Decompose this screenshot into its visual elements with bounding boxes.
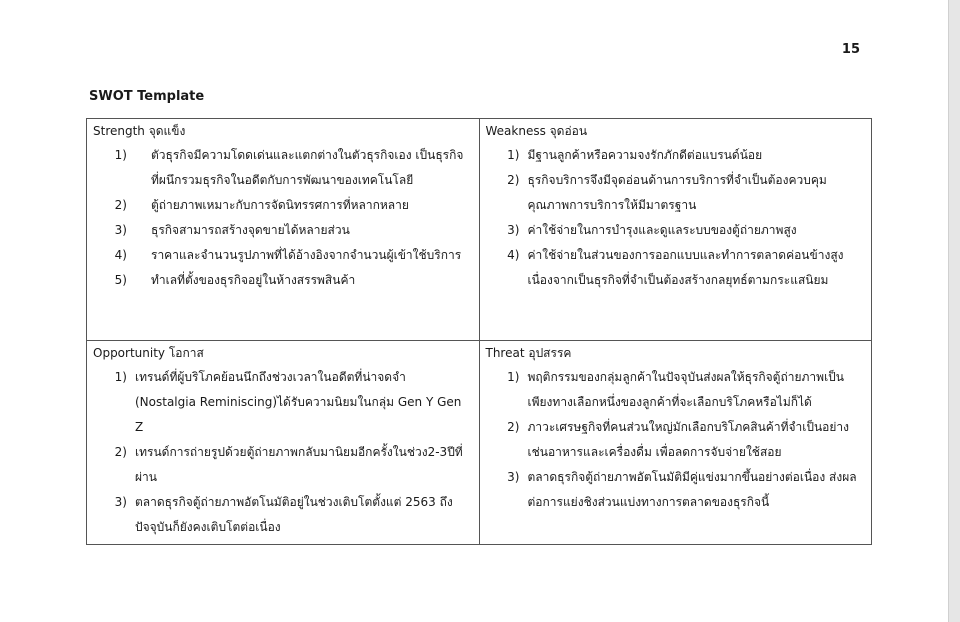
item-number: 2)	[114, 198, 127, 212]
list-item	[486, 243, 864, 293]
item-number: 3)	[507, 223, 520, 237]
list-item	[93, 243, 471, 268]
item-text: ตู้ถ่ายภาพเหมาะกับการจัดนิทรรศการที่หลากหลาย	[151, 198, 409, 212]
item-text: ทำเลที่ตั้งของธุรกิจอยู่ในห้างสรรพสินค้า	[151, 273, 356, 287]
list-item	[93, 143, 471, 193]
item-text: ตลาดธุรกิจตู้ถ่ายภาพอัตโนมัติอยู่ในช่วงเติบโตตั้งแต่ 2563 ถึงปัจจุบันก็ยังคงเติบโตต่อเนื่อง	[135, 495, 453, 534]
list-item	[93, 218, 471, 243]
item-text: ตลาดธุรกิจตู้ถ่ายภาพอัตโนมัติมีคู่แข่งมากขึ้นอย่างต่อเนื่อง ส่งผลต่อการแย่งชิงส่วนแบ่งทางการตลาดของธุรกิจนี้	[527, 470, 857, 509]
item-number: 2)	[114, 445, 127, 459]
list-item	[93, 490, 471, 540]
list-item	[93, 365, 471, 440]
document-title: SWOT Template	[89, 89, 205, 104]
item-text: ตัวธุรกิจมีความโดดเด่นและแตกต่างในตัวธุรกิจเอง เป็นธุรกิจที่ผนึกรวมธุรกิจในอดีตกับการพัฒนาของเทคโนโลยี	[151, 148, 464, 187]
item-number: 1)	[114, 148, 127, 162]
threat-header: Threat อุปสรรค	[485, 346, 572, 360]
item-number: 1)	[114, 370, 127, 384]
list-item	[486, 365, 864, 415]
list-item	[486, 415, 864, 465]
item-number: 1)	[507, 370, 520, 384]
list-item	[93, 440, 471, 490]
item-text: ค่าใช้จ่ายในส่วนของการออกแบบและทำการตลาดค่อนข้างสูงเนื่องจากเป็นธุรกิจที่จำเป็นต้องสร้างกลยุทธ์ตามกระแสนิยม	[527, 248, 844, 287]
strength-quadrant	[87, 119, 480, 341]
list-item	[486, 143, 864, 168]
item-text: ค่าใช้จ่ายในการบำรุงและดูแลระบบของตู้ถ่ายภาพสูง	[527, 223, 797, 237]
item-number: 4)	[114, 248, 127, 262]
item-text: เทรนด์การถ่ายรูปด้วยตู้ถ่ายภาพกลับมานิยมอีกครั้งในช่วง2-3ปีที่ผ่าน	[135, 445, 463, 484]
list-item	[486, 218, 864, 243]
item-number: 5)	[114, 273, 127, 287]
list-item	[93, 193, 471, 218]
threat-quadrant	[479, 341, 872, 545]
strength-header: Strength จุดแข็ง	[93, 124, 186, 138]
threat-list	[486, 365, 864, 515]
item-text: พฤติกรรมของกลุ่มลูกค้าในปัจจุบันส่งผลให้ธุรกิจตู้ถ่ายภาพเป็นเพียงทางเลือกหนึ่งของลูกค้าที่จะเลือกบริโภคหรือไม่ก็ได้	[527, 370, 844, 409]
item-number: 3)	[507, 470, 520, 484]
item-number: 2)	[507, 173, 520, 187]
item-text: ราคาและจำนวนรูปภาพที่ได้อ้างอิงจากจำนวนผู้เข้าใช้บริการ	[151, 248, 462, 262]
item-number: 3)	[114, 495, 127, 509]
item-text: ธุรกิจสามารถสร้างจุดขายได้หลายส่วน	[151, 223, 350, 237]
item-number: 2)	[507, 420, 520, 434]
page-number: 15	[841, 42, 860, 57]
item-text: ภาวะเศรษฐกิจที่คนส่วนใหญ่มักเลือกบริโภคสินค้าที่จำเป็นอย่างเช่นอาหารและเครื่องดื่ม เพื่อลดการจับจ่ายใช้สอย	[527, 420, 850, 459]
item-text: มีฐานลูกค้าหรือความจงรักภักดีต่อแบรนด์น้อย	[527, 148, 763, 162]
item-number: 4)	[507, 248, 520, 262]
opportunity-list	[93, 365, 471, 540]
list-item	[486, 465, 864, 515]
opportunity-quadrant	[87, 341, 480, 545]
weakness-list	[486, 143, 864, 293]
opportunity-header: Opportunity โอกาส	[93, 346, 204, 360]
weakness-quadrant	[479, 119, 872, 341]
item-number: 1)	[507, 148, 520, 162]
swot-table	[86, 118, 872, 545]
strength-list	[93, 143, 471, 293]
item-text: เทรนด์ที่ผู้บริโภคย้อนนึกถึงช่วงเวลาในอดีตที่น่าจดจำ (Nostalgia Reminiscing)ได้รับความนิยมในกลุ่ม Gen Y Gen Z	[135, 370, 462, 434]
list-item	[486, 168, 864, 218]
item-text: ธุรกิจบริการจึงมีจุดอ่อนด้านการบริการที่จำเป็นต้องควบคุมคุณภาพการบริการให้มีมาตรฐาน	[527, 173, 827, 212]
list-item	[93, 268, 471, 293]
item-number: 3)	[114, 223, 127, 237]
weakness-header: Weakness จุดอ่อน	[485, 124, 588, 138]
